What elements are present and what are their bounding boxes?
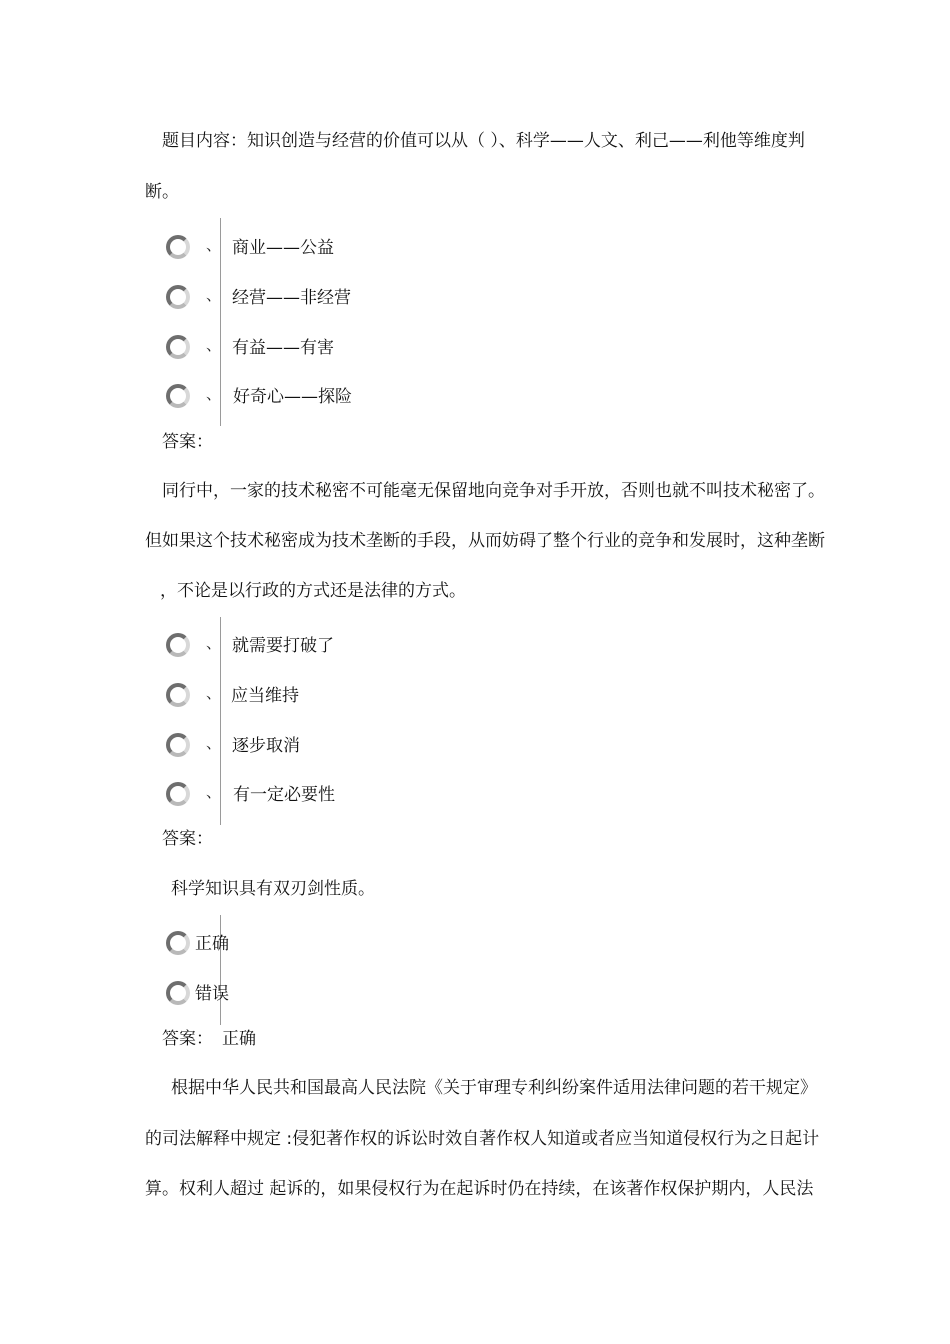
q2-stem-line3: ，不论是以行政的方式还是法律的方式。 xyxy=(160,581,466,601)
q2-stem-line2: 但如果这个技术秘密成为技术垄断的手段，从而妨碍了整个行业的竞争和发展时，这种垄断 xyxy=(145,531,825,551)
q2-option-3-separator: 、 xyxy=(206,734,222,752)
q1-option-2-separator: 、 xyxy=(206,286,222,304)
q4-stem-line3: 算。权利人超过 起诉的，如果侵权行为在起诉时仍在持续，在该著作权保护期内，人民法 xyxy=(145,1179,814,1199)
q1-option-3-radio[interactable] xyxy=(166,335,190,359)
q2-option-3-radio[interactable] xyxy=(166,733,190,757)
q2-option-2-label: 应当维持 xyxy=(231,686,299,706)
q1-stem-line2: 断。 xyxy=(145,182,179,202)
q2-stem-line1: 同行中，一家的技术秘密不可能毫无保留地向竞争对手开放，否则也就不叫技术秘密了。 xyxy=(162,481,825,501)
q2-option-1-separator: 、 xyxy=(206,634,222,652)
q3-option-2-radio[interactable] xyxy=(166,981,190,1005)
q1-answer-label: 答案： xyxy=(162,432,213,452)
q4-stem-line1: 根据中华人民共和国最高人民法院《关于审理专利纠纷案件适用法律问题的若干规定》 xyxy=(171,1078,817,1098)
q1-option-3-label: 有益——有害 xyxy=(232,338,334,358)
q1-option-2-radio[interactable] xyxy=(166,285,190,309)
q3-stem: 科学知识具有双刃剑性质。 xyxy=(171,879,375,899)
q2-option-3-label: 逐步取消 xyxy=(232,736,300,756)
q3-option-1-radio[interactable] xyxy=(166,931,190,955)
q1-option-4-separator: 、 xyxy=(206,385,222,403)
q2-answer-label: 答案： xyxy=(162,829,213,849)
q2-option-2-separator: 、 xyxy=(206,684,222,702)
q1-option-4-label: 好奇心——探险 xyxy=(233,387,352,407)
q2-option-1-label: 就需要打破了 xyxy=(232,636,334,656)
q3-answer-value: 正确 xyxy=(222,1029,256,1049)
q2-option-4-separator: 、 xyxy=(206,783,222,801)
q4-stem-line2: 的司法解释中规定 :侵犯著作权的诉讼时效自著作权人知道或者应当知道侵权行为之日起计 xyxy=(145,1129,820,1149)
q1-option-1-radio[interactable] xyxy=(166,235,190,259)
q1-option-4-radio[interactable] xyxy=(166,384,190,408)
q3-option-2-label: 错误 xyxy=(195,984,229,1004)
q2-option-4-radio[interactable] xyxy=(166,782,190,806)
q1-option-1-separator: 、 xyxy=(206,236,222,254)
q2-option-1-radio[interactable] xyxy=(166,633,190,657)
q3-option-1-label: 正确 xyxy=(195,934,229,954)
q1-option-1-label: 商业——公益 xyxy=(232,238,334,258)
q2-option-4-label: 有一定必要性 xyxy=(233,785,335,805)
q2-option-2-radio[interactable] xyxy=(166,683,190,707)
q1-option-2-label: 经营——非经营 xyxy=(232,288,351,308)
q1-stem-line1: 题目内容：知识创造与经营的价值可以从（ ）、科学——人文、利己——利他等维度判 xyxy=(162,131,805,151)
q3-answer-label: 答案： xyxy=(162,1029,213,1049)
q1-option-3-separator: 、 xyxy=(206,336,222,354)
